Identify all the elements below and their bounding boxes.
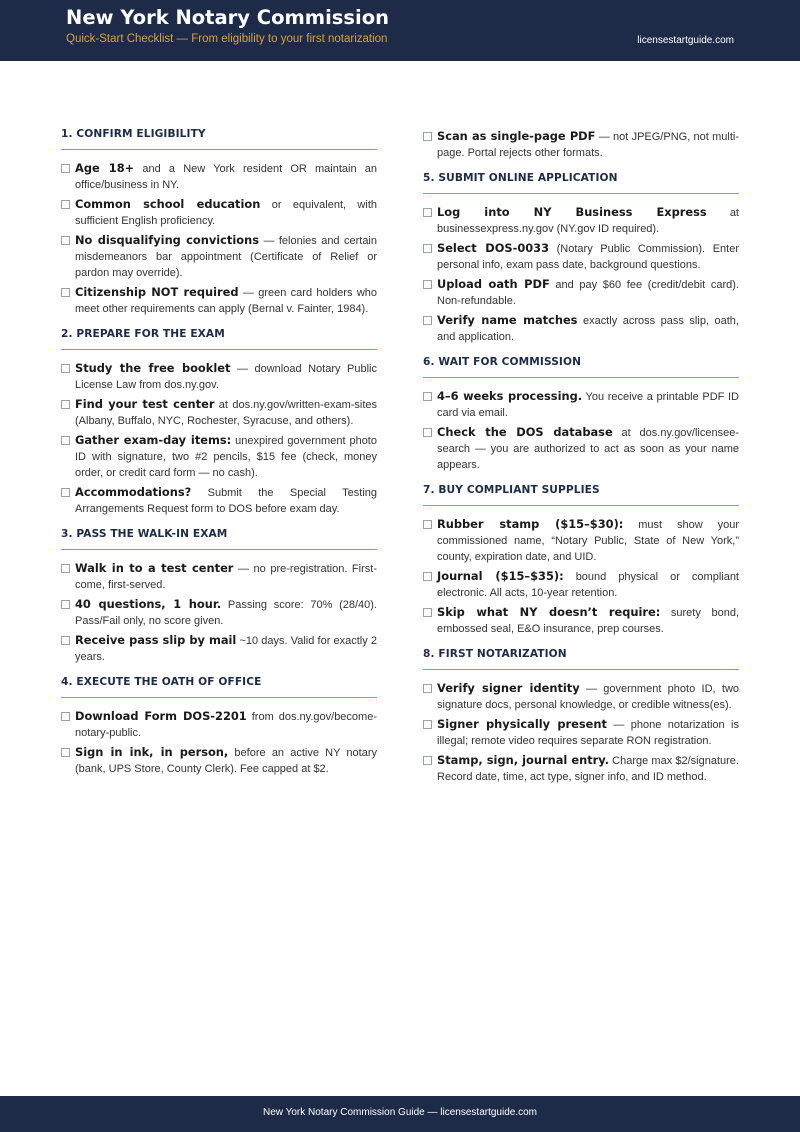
checkbox-icon[interactable] (61, 364, 70, 373)
item-heading: Common school education (75, 197, 261, 211)
checkbox-icon[interactable] (423, 756, 432, 765)
checklist-section (423, 172, 739, 345)
checkbox-icon[interactable] (423, 244, 432, 253)
item-description: and a New York resident OR maintain an office/business in NY. (75, 163, 377, 191)
checklist-item (423, 204, 739, 237)
checkbox-icon[interactable] (423, 316, 432, 325)
page-header (0, 0, 800, 61)
item-heading: 4–6 weeks processing. (437, 389, 583, 403)
checkbox-icon[interactable] (423, 520, 432, 529)
checklist-item (61, 560, 377, 593)
section-title: 6. WAIT FOR COMMISSION (423, 356, 739, 378)
item-heading: Citizenship NOT required (75, 285, 239, 299)
checkbox-icon[interactable] (61, 636, 70, 645)
checklist-item (423, 752, 739, 785)
item-description: bound physical or compliant electronic. All acts, 10-year retention. (437, 571, 739, 599)
item-description: Passing score: 70% (28/40). Pass/Fail only, no score given. (75, 599, 377, 627)
item-heading: No disqualifying convictions (75, 233, 260, 247)
item-heading: Skip what NY doesn’t require: (437, 605, 661, 619)
checkbox-icon[interactable] (61, 564, 70, 573)
checklist-item (423, 680, 739, 713)
checklist-item (423, 128, 739, 161)
checklist-item (423, 516, 739, 565)
item-description: (Notary Public Commission). Enter personal info, exam pass date, background questions. (437, 243, 739, 271)
checkbox-icon[interactable] (61, 200, 70, 209)
checkbox-icon[interactable] (61, 400, 70, 409)
item-heading: Journal ($15–$35): (437, 569, 564, 583)
checklist-item (423, 388, 739, 421)
item-heading: Gather exam-day items: (75, 433, 232, 447)
checklist-section (423, 356, 739, 473)
item-description: at dos.ny.gov/written-exam-sites (Albany, Buffalo, NYC, Rochester, Syracuse, and others). (75, 399, 378, 427)
section-title: 5. SUBMIT ONLINE APPLICATION (423, 172, 739, 194)
item-heading: Receive pass slip by mail (75, 633, 237, 647)
checklist-section (61, 128, 377, 317)
checkbox-icon[interactable] (423, 572, 432, 581)
item-heading: Log into NY Business Express (437, 205, 707, 219)
checkbox-icon[interactable] (423, 280, 432, 289)
checkbox-icon[interactable] (423, 208, 432, 217)
checklist-section (423, 648, 739, 785)
item-description: at businessexpress.ny.gov (NY.gov ID required). (437, 207, 739, 235)
checklist-section (61, 528, 377, 665)
item-description: before an active NY notary (bank, UPS Store, County Clerk). Fee capped at $2. (75, 747, 377, 775)
checkbox-icon[interactable] (61, 488, 70, 497)
item-heading: Verify signer identity (437, 681, 580, 695)
item-heading: Walk in to a test center (75, 561, 234, 575)
item-description: and pay $60 fee (credit/debit card). Non-refundable. (437, 279, 739, 307)
item-description: Submit the Special Testing Arrangements Request form to DOS before exam day. (75, 487, 377, 515)
checklist-item (423, 716, 739, 749)
checklist-section (61, 676, 377, 777)
item-heading: Find your test center (75, 397, 215, 411)
checkbox-icon[interactable] (61, 712, 70, 721)
checklist-item (423, 312, 739, 345)
checklist-item (423, 568, 739, 601)
item-heading: 40 questions, 1 hour. (75, 597, 222, 611)
checklist-item (423, 424, 739, 473)
item-heading: Accommodations? (75, 485, 192, 499)
checklist-item (423, 240, 739, 273)
page-footer (0, 1096, 800, 1132)
item-heading: Age 18+ (75, 161, 135, 175)
item-heading: Rubber stamp ($15–$30): (437, 517, 624, 531)
checkbox-icon[interactable] (61, 436, 70, 445)
item-description: exactly across pass slip, oath, and application. (437, 315, 739, 343)
checklist-item (61, 596, 377, 629)
checklist-item (61, 744, 377, 777)
item-heading: Check the DOS database (437, 425, 613, 439)
item-heading: Sign in ink, in person, (75, 745, 229, 759)
checklist-item (423, 276, 739, 309)
left-column (61, 128, 377, 788)
item-description: — government photo ID, two signature docs, personal knowledge, or credible witness(es). (437, 683, 740, 711)
item-description: — felonies and certain misdemeanors bar appointment (Certificate of Relief or pardon may override). (75, 235, 377, 279)
checklist-item (61, 196, 377, 229)
item-heading: Scan as single-page PDF (437, 129, 596, 143)
item-description: at dos.ny.gov/licensee-search — you are authorized to act as soon as your name appears. (437, 427, 740, 471)
checklist-section (61, 328, 377, 517)
right-column (423, 128, 739, 796)
checklist-item (61, 432, 377, 481)
checkbox-icon[interactable] (423, 392, 432, 401)
item-heading: Download Form DOS-2201 (75, 709, 247, 723)
item-description: unexpired government photo ID with signature, two #2 pencils, $15 fee (check, money order, or credit card form — no cash). (75, 435, 377, 479)
item-description: — green card holders who meet other requirements can apply (Bernal v. Fainter, 1984). (75, 287, 377, 315)
item-description: — phone notarization is illegal; remote video requires separate RON registration. (437, 719, 739, 747)
section-title: 3. PASS THE WALK-IN EXAM (61, 528, 377, 550)
checklist-item (61, 284, 377, 317)
checklist-item (61, 632, 377, 665)
section-title: 7. BUY COMPLIANT SUPPLIES (423, 484, 739, 506)
checklist-item (61, 484, 377, 517)
item-description: surety bond, embossed seal, E&O insurance, prep courses. (437, 607, 739, 635)
page-subtitle: Quick-Start Checklist — From eligibility to your first notarization (66, 33, 388, 45)
checklist-item (61, 360, 377, 393)
item-heading: Upload oath PDF (437, 277, 550, 291)
checkbox-icon[interactable] (61, 288, 70, 297)
section-title: 8. FIRST NOTARIZATION (423, 648, 739, 670)
checkbox-icon[interactable] (61, 236, 70, 245)
item-description: ~10 days. Valid for exactly 2 years. (75, 635, 377, 663)
item-heading: Study the free booklet (75, 361, 231, 375)
item-description: must show your commissioned name, “Notary Public, State of New York,” county, expiration date, and UID. (437, 519, 739, 563)
checkbox-icon[interactable] (423, 428, 432, 437)
item-description: — no pre-registration. First-come, first-served. (75, 563, 377, 591)
item-heading: Verify name matches (437, 313, 578, 327)
footer-text: New York Notary Commission Guide — licensestartguide.com (263, 1107, 537, 1118)
section-title: 2. PREPARE FOR THE EXAM (61, 328, 377, 350)
item-description: from dos.ny.gov/become-notary-public. (75, 711, 377, 739)
checklist-section (423, 484, 739, 637)
checkbox-icon[interactable] (61, 748, 70, 757)
checklist-item (61, 160, 377, 193)
checkbox-icon[interactable] (423, 684, 432, 693)
section-title: 1. CONFIRM ELIGIBILITY (61, 128, 377, 150)
checklist-item (423, 604, 739, 637)
item-heading: Stamp, sign, journal entry. (437, 753, 609, 767)
header-site-link: licensestartguide.com (637, 35, 734, 46)
item-heading: Signer physically present (437, 717, 607, 731)
page-title: New York Notary Commission (66, 6, 389, 29)
checkbox-icon[interactable] (423, 608, 432, 617)
item-description: Charge max $2/signature. Record date, time, act type, signer info, and ID method. (437, 755, 739, 783)
checkbox-icon[interactable] (423, 720, 432, 729)
section-title: 4. EXECUTE THE OATH OF OFFICE (61, 676, 377, 698)
checkbox-icon[interactable] (423, 132, 432, 141)
item-description: or equivalent, with sufficient English proficiency. (75, 199, 377, 227)
checkbox-icon[interactable] (61, 164, 70, 173)
checkbox-icon[interactable] (61, 600, 70, 609)
item-description: You receive a printable PDF ID card via email. (437, 391, 740, 419)
checklist-item (61, 396, 377, 429)
checklist-item (61, 232, 377, 281)
item-description: — download Notary Public License Law from dos.ny.gov. (75, 363, 377, 391)
item-description: — not JPEG/PNG, not multi-page. Portal rejects other formats. (437, 131, 739, 159)
continued-section (423, 128, 739, 161)
checklist-item (61, 708, 377, 741)
item-heading: Select DOS-0033 (437, 241, 550, 255)
